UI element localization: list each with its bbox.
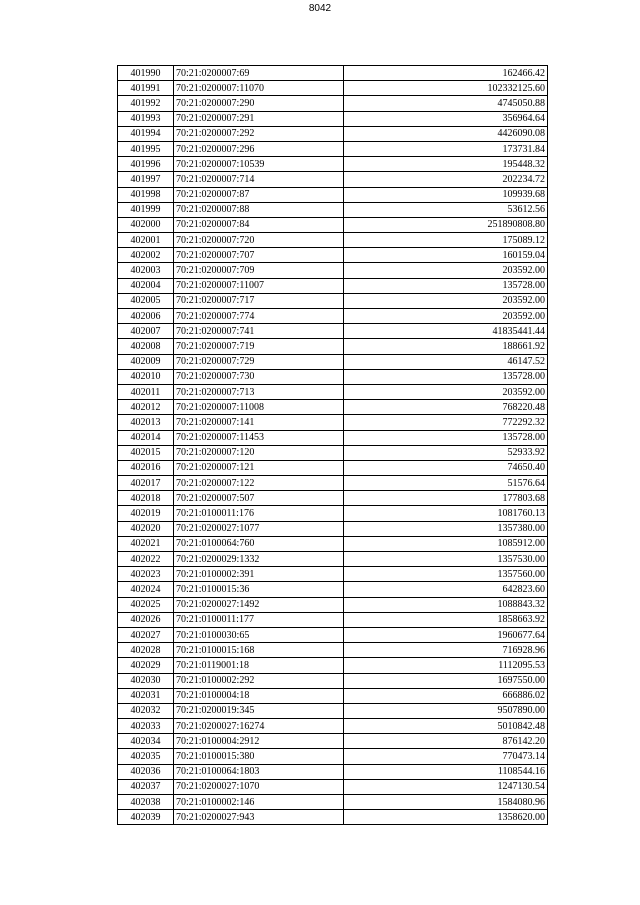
cadastral-value-cell: 1357560.00 bbox=[344, 567, 548, 582]
cadastral-number-cell: 70:21:0100002:292 bbox=[174, 673, 344, 688]
cadastral-number-cell: 70:21:0200007:720 bbox=[174, 233, 344, 248]
cadastral-value-cell: 203592.00 bbox=[344, 293, 548, 308]
table-row bbox=[118, 764, 548, 779]
cadastral-value-cell: 1858663.92 bbox=[344, 612, 548, 627]
cadastral-number-cell: 70:21:0200007:120 bbox=[174, 445, 344, 460]
row-number-cell: 402010 bbox=[118, 369, 174, 384]
cadastral-number-cell: 70:21:0100015:168 bbox=[174, 643, 344, 658]
cadastral-value-cell: 5010842.48 bbox=[344, 719, 548, 734]
cadastral-value-cell: 135728.00 bbox=[344, 430, 548, 445]
row-number-cell: 402028 bbox=[118, 643, 174, 658]
cadastral-number-cell: 70:21:0200007:88 bbox=[174, 202, 344, 217]
table-body bbox=[118, 66, 548, 825]
row-number-cell: 402021 bbox=[118, 536, 174, 551]
cadastral-value-cell: 51576.64 bbox=[344, 476, 548, 491]
row-number-cell: 401990 bbox=[118, 66, 174, 81]
row-number-cell: 402024 bbox=[118, 582, 174, 597]
table-row bbox=[118, 248, 548, 263]
cadastral-value-cell: 9507890.00 bbox=[344, 703, 548, 718]
cadastral-value-cell: 135728.00 bbox=[344, 369, 548, 384]
cadastral-value-cell: 876142.20 bbox=[344, 734, 548, 749]
cadastral-number-cell: 70:21:0200027:943 bbox=[174, 810, 344, 825]
table-row bbox=[118, 400, 548, 415]
cadastral-value-cell: 4745050.88 bbox=[344, 96, 548, 111]
row-number-cell: 402025 bbox=[118, 597, 174, 612]
cadastral-value-cell: 1357530.00 bbox=[344, 552, 548, 567]
cadastral-value-cell: 195448.32 bbox=[344, 157, 548, 172]
cadastral-number-cell: 70:21:0200007:507 bbox=[174, 491, 344, 506]
row-number-cell: 402017 bbox=[118, 476, 174, 491]
cadastral-number-cell: 70:21:0200007:296 bbox=[174, 141, 344, 156]
row-number-cell: 402013 bbox=[118, 415, 174, 430]
row-number-cell: 401991 bbox=[118, 81, 174, 96]
cadastral-value-cell: 716928.96 bbox=[344, 643, 548, 658]
cadastral-value-cell: 4426090.08 bbox=[344, 126, 548, 141]
cadastral-value-cell: 109939.68 bbox=[344, 187, 548, 202]
cadastral-number-cell: 70:21:0200007:741 bbox=[174, 324, 344, 339]
row-number-cell: 402006 bbox=[118, 309, 174, 324]
table-row bbox=[118, 582, 548, 597]
row-number-cell: 401993 bbox=[118, 111, 174, 126]
table-row bbox=[118, 172, 548, 187]
cadastral-number-cell: 70:21:0200007:713 bbox=[174, 384, 344, 399]
cadastral-value-cell: 1960677.64 bbox=[344, 627, 548, 642]
table-row bbox=[118, 627, 548, 642]
row-number-cell: 402016 bbox=[118, 460, 174, 475]
row-number-cell: 402009 bbox=[118, 354, 174, 369]
table-row bbox=[118, 354, 548, 369]
cadastral-number-cell: 70:21:0200007:11453 bbox=[174, 430, 344, 445]
table-row bbox=[118, 111, 548, 126]
table-row bbox=[118, 506, 548, 521]
row-number-cell: 402026 bbox=[118, 612, 174, 627]
table-row bbox=[118, 66, 548, 81]
table-row bbox=[118, 430, 548, 445]
table-row bbox=[118, 521, 548, 536]
cadastral-value-cell: 1584080.96 bbox=[344, 795, 548, 810]
cadastral-value-cell: 102332125.60 bbox=[344, 81, 548, 96]
table-row bbox=[118, 749, 548, 764]
cadastral-value-cell: 1247130.54 bbox=[344, 779, 548, 794]
cadastral-number-cell: 70:21:0200007:707 bbox=[174, 248, 344, 263]
table-row bbox=[118, 810, 548, 825]
cadastral-value-cell: 770473.14 bbox=[344, 749, 548, 764]
row-number-cell: 402027 bbox=[118, 627, 174, 642]
cadastral-value-cell: 203592.00 bbox=[344, 384, 548, 399]
cadastral-value-cell: 177803.68 bbox=[344, 491, 548, 506]
cadastral-number-cell: 70:21:0200027:1077 bbox=[174, 521, 344, 536]
cadastral-number-cell: 70:21:0100064:760 bbox=[174, 536, 344, 551]
row-number-cell: 402011 bbox=[118, 384, 174, 399]
table-row bbox=[118, 658, 548, 673]
row-number-cell: 401997 bbox=[118, 172, 174, 187]
table-row bbox=[118, 688, 548, 703]
cadastral-number-cell: 70:21:0200007:11007 bbox=[174, 278, 344, 293]
cadastral-number-cell: 70:21:0200007:719 bbox=[174, 339, 344, 354]
table-row bbox=[118, 703, 548, 718]
row-number-cell: 402003 bbox=[118, 263, 174, 278]
cadastral-value-cell: 772292.32 bbox=[344, 415, 548, 430]
row-number-cell: 402038 bbox=[118, 795, 174, 810]
cadastral-value-cell: 74650.40 bbox=[344, 460, 548, 475]
row-number-cell: 402002 bbox=[118, 248, 174, 263]
row-number-cell: 402005 bbox=[118, 293, 174, 308]
cadastral-value-cell: 202234.72 bbox=[344, 172, 548, 187]
row-number-cell: 402033 bbox=[118, 719, 174, 734]
cadastral-number-cell: 70:21:0200007:69 bbox=[174, 66, 344, 81]
cadastral-number-cell: 70:21:0100002:146 bbox=[174, 795, 344, 810]
row-number-cell: 402000 bbox=[118, 217, 174, 232]
table-row bbox=[118, 491, 548, 506]
table-row bbox=[118, 187, 548, 202]
cadastral-value-cell: 642823.60 bbox=[344, 582, 548, 597]
table-row bbox=[118, 217, 548, 232]
table-row bbox=[118, 81, 548, 96]
cadastral-value-cell: 1697550.00 bbox=[344, 673, 548, 688]
table-row bbox=[118, 233, 548, 248]
table-row bbox=[118, 719, 548, 734]
row-number-cell: 401998 bbox=[118, 187, 174, 202]
table-row bbox=[118, 369, 548, 384]
cadastral-number-cell: 70:21:0200007:122 bbox=[174, 476, 344, 491]
table-row bbox=[118, 673, 548, 688]
cadastral-value-cell: 1088843.32 bbox=[344, 597, 548, 612]
row-number-cell: 402012 bbox=[118, 400, 174, 415]
row-number-cell: 401995 bbox=[118, 141, 174, 156]
cadastral-value-cell: 46147.52 bbox=[344, 354, 548, 369]
table-row bbox=[118, 384, 548, 399]
cadastral-number-cell: 70:21:0200007:291 bbox=[174, 111, 344, 126]
cadastral-value-cell: 52933.92 bbox=[344, 445, 548, 460]
row-number-cell: 402022 bbox=[118, 552, 174, 567]
table-row bbox=[118, 324, 548, 339]
row-number-cell: 402037 bbox=[118, 779, 174, 794]
table-row bbox=[118, 157, 548, 172]
row-number-cell: 402008 bbox=[118, 339, 174, 354]
table-row bbox=[118, 126, 548, 141]
cadastral-number-cell: 70:21:0100015:380 bbox=[174, 749, 344, 764]
cadastral-number-cell: 70:21:0200007:290 bbox=[174, 96, 344, 111]
cadastral-number-cell: 70:21:0100002:391 bbox=[174, 567, 344, 582]
cadastral-value-cell: 41835441.44 bbox=[344, 324, 548, 339]
row-number-cell: 402030 bbox=[118, 673, 174, 688]
table-row bbox=[118, 309, 548, 324]
row-number-cell: 402031 bbox=[118, 688, 174, 703]
cadastral-value-cell: 768220.48 bbox=[344, 400, 548, 415]
page-number: 8042 bbox=[308, 3, 332, 14]
row-number-cell: 402020 bbox=[118, 521, 174, 536]
cadastral-number-cell: 70:21:0200019:345 bbox=[174, 703, 344, 718]
cadastral-number-cell: 70:21:0200007:84 bbox=[174, 217, 344, 232]
row-number-cell: 402015 bbox=[118, 445, 174, 460]
cadastral-number-cell: 70:21:0200007:10539 bbox=[174, 157, 344, 172]
cadastral-number-cell: 70:21:0200007:709 bbox=[174, 263, 344, 278]
cadastral-number-cell: 70:21:0200007:717 bbox=[174, 293, 344, 308]
cadastral-number-cell: 70:21:0200007:87 bbox=[174, 187, 344, 202]
table-row bbox=[118, 536, 548, 551]
row-number-cell: 401996 bbox=[118, 157, 174, 172]
row-number-cell: 401999 bbox=[118, 202, 174, 217]
row-number-cell: 402029 bbox=[118, 658, 174, 673]
cadastral-number-cell: 70:21:0200007:141 bbox=[174, 415, 344, 430]
cadastral-value-cell: 203592.00 bbox=[344, 263, 548, 278]
cadastral-number-cell: 70:21:0200027:16274 bbox=[174, 719, 344, 734]
cadastral-value-cell: 1112095.53 bbox=[344, 658, 548, 673]
row-number-cell: 402001 bbox=[118, 233, 174, 248]
cadastral-value-cell: 53612.56 bbox=[344, 202, 548, 217]
cadastral-value-table bbox=[117, 65, 548, 825]
cadastral-number-cell: 70:21:0100004:2912 bbox=[174, 734, 344, 749]
row-number-cell: 402032 bbox=[118, 703, 174, 718]
cadastral-number-cell: 70:21:0200027:1492 bbox=[174, 597, 344, 612]
cadastral-number-cell: 70:21:0100004:18 bbox=[174, 688, 344, 703]
table-row bbox=[118, 643, 548, 658]
cadastral-number-cell: 70:21:0200027:1070 bbox=[174, 779, 344, 794]
table-row bbox=[118, 293, 548, 308]
table-row bbox=[118, 202, 548, 217]
row-number-cell: 402014 bbox=[118, 430, 174, 445]
cadastral-number-cell: 70:21:0100015:36 bbox=[174, 582, 344, 597]
cadastral-value-cell: 1085912.00 bbox=[344, 536, 548, 551]
cadastral-number-cell: 70:21:0100030:65 bbox=[174, 627, 344, 642]
cadastral-value-cell: 173731.84 bbox=[344, 141, 548, 156]
table-row bbox=[118, 263, 548, 278]
row-number-cell: 402004 bbox=[118, 278, 174, 293]
row-number-cell: 402019 bbox=[118, 506, 174, 521]
row-number-cell: 401994 bbox=[118, 126, 174, 141]
table-row bbox=[118, 476, 548, 491]
cadastral-number-cell: 70:21:0100011:176 bbox=[174, 506, 344, 521]
cadastral-number-cell: 70:21:0200007:729 bbox=[174, 354, 344, 369]
cadastral-value-cell: 188661.92 bbox=[344, 339, 548, 354]
cadastral-value-cell: 135728.00 bbox=[344, 278, 548, 293]
cadastral-number-cell: 70:21:0100064:1803 bbox=[174, 764, 344, 779]
table-row bbox=[118, 552, 548, 567]
table-row bbox=[118, 795, 548, 810]
cadastral-value-cell: 162466.42 bbox=[344, 66, 548, 81]
row-number-cell: 402018 bbox=[118, 491, 174, 506]
table-row bbox=[118, 567, 548, 582]
cadastral-value-cell: 160159.04 bbox=[344, 248, 548, 263]
cadastral-number-cell: 70:21:0200007:292 bbox=[174, 126, 344, 141]
cadastral-value-cell: 175089.12 bbox=[344, 233, 548, 248]
cadastral-value-cell: 1081760.13 bbox=[344, 506, 548, 521]
row-number-cell: 401992 bbox=[118, 96, 174, 111]
cadastral-value-cell: 1357380.00 bbox=[344, 521, 548, 536]
table-row bbox=[118, 96, 548, 111]
cadastral-value-cell: 1108544.16 bbox=[344, 764, 548, 779]
cadastral-value-cell: 356964.64 bbox=[344, 111, 548, 126]
row-number-cell: 402023 bbox=[118, 567, 174, 582]
table-row bbox=[118, 339, 548, 354]
cadastral-value-cell: 203592.00 bbox=[344, 309, 548, 324]
row-number-cell: 402039 bbox=[118, 810, 174, 825]
table-row bbox=[118, 415, 548, 430]
table-row bbox=[118, 779, 548, 794]
cadastral-number-cell: 70:21:0200007:714 bbox=[174, 172, 344, 187]
table-row bbox=[118, 278, 548, 293]
table-row bbox=[118, 734, 548, 749]
cadastral-number-cell: 70:21:0200007:11070 bbox=[174, 81, 344, 96]
cadastral-number-cell: 70:21:0119001:18 bbox=[174, 658, 344, 673]
cadastral-value-cell: 666886.02 bbox=[344, 688, 548, 703]
table-row bbox=[118, 141, 548, 156]
cadastral-number-cell: 70:21:0200007:121 bbox=[174, 460, 344, 475]
cadastral-number-cell: 70:21:0200007:730 bbox=[174, 369, 344, 384]
table-row bbox=[118, 612, 548, 627]
row-number-cell: 402036 bbox=[118, 764, 174, 779]
row-number-cell: 402034 bbox=[118, 734, 174, 749]
cadastral-value-cell: 1358620.00 bbox=[344, 810, 548, 825]
cadastral-number-cell: 70:21:0200007:774 bbox=[174, 309, 344, 324]
table-row bbox=[118, 597, 548, 612]
table-row bbox=[118, 460, 548, 475]
row-number-cell: 402007 bbox=[118, 324, 174, 339]
cadastral-number-cell: 70:21:0200007:11008 bbox=[174, 400, 344, 415]
cadastral-number-cell: 70:21:0100011:177 bbox=[174, 612, 344, 627]
cadastral-value-cell: 251890808.80 bbox=[344, 217, 548, 232]
cadastral-number-cell: 70:21:0200029:1332 bbox=[174, 552, 344, 567]
table-row bbox=[118, 445, 548, 460]
row-number-cell: 402035 bbox=[118, 749, 174, 764]
